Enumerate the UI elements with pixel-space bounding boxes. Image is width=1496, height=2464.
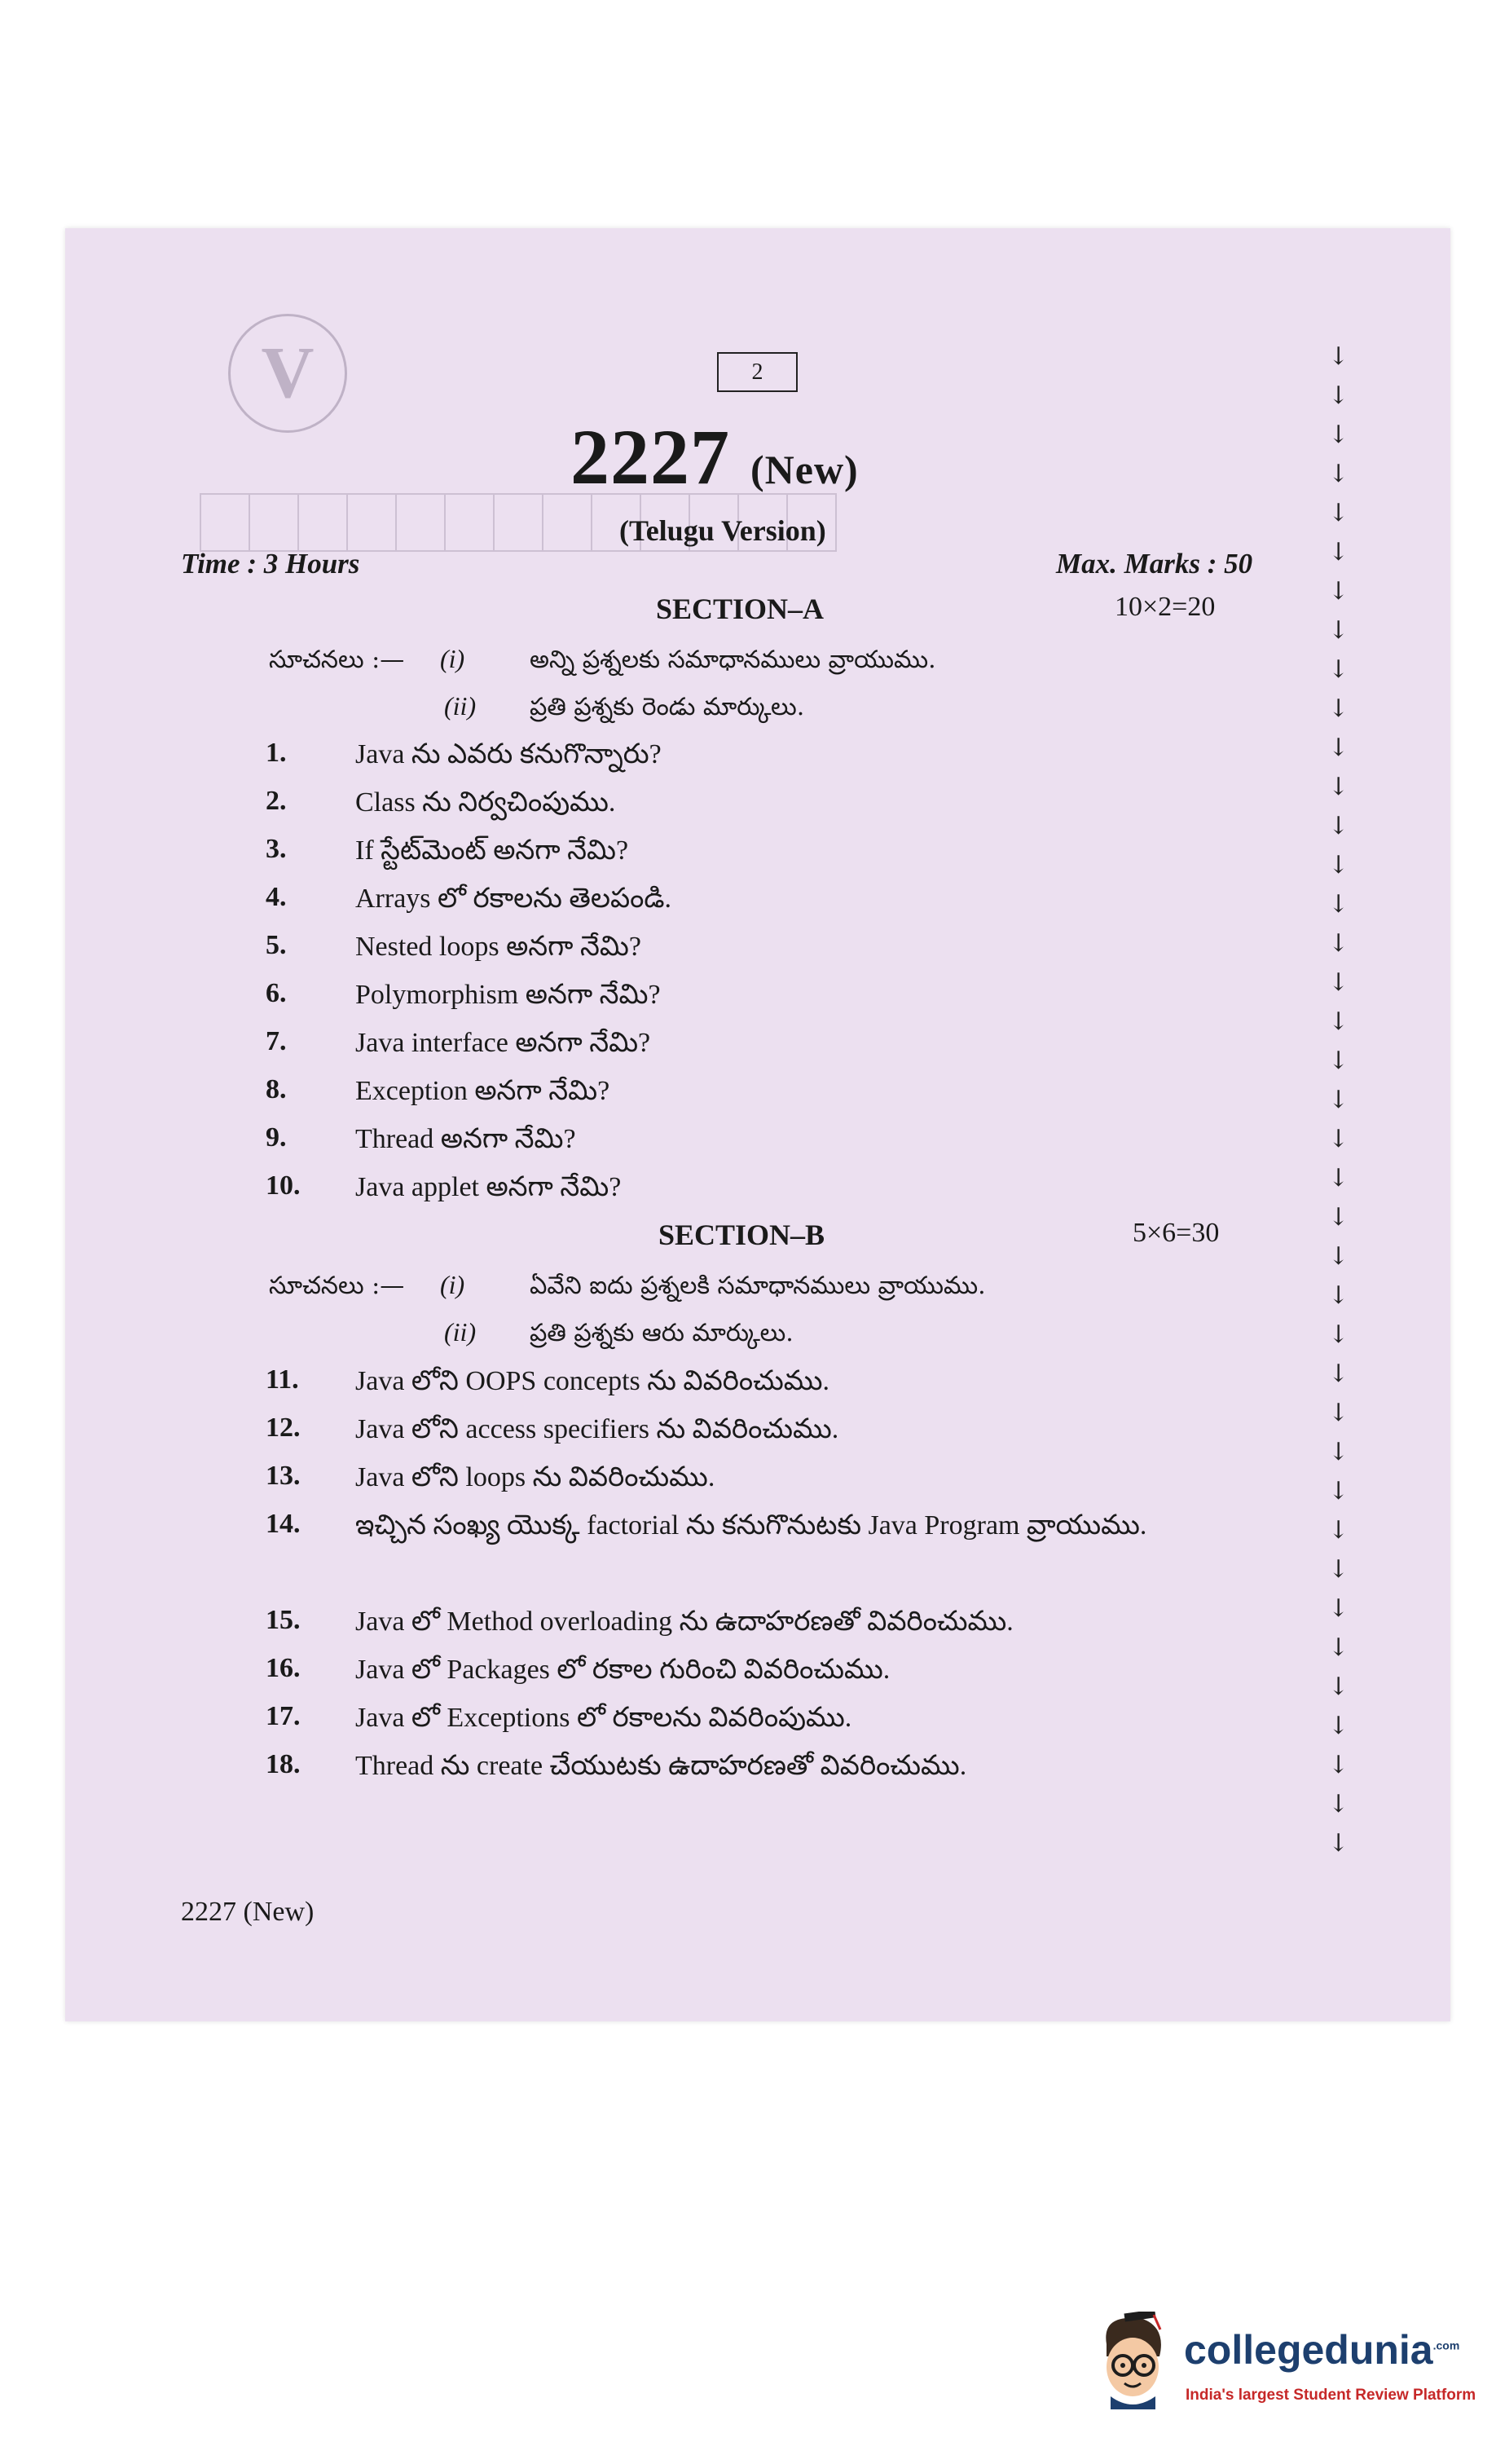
brand-tagline: India's largest Student Review Platform — [1186, 2387, 1476, 2404]
question-number: 13. — [266, 1461, 301, 1491]
question-text: Exception అనగా నేమి? — [355, 1076, 610, 1106]
question-number: 11. — [266, 1364, 299, 1395]
question-text: Thread అనగా నేమి? — [355, 1124, 576, 1154]
question-number: 18. — [266, 1749, 301, 1779]
section-a-marks: 10×2=20 — [1115, 592, 1216, 622]
question-text: Polymorphism అనగా నేమి? — [355, 980, 661, 1010]
brand-suffix: .com — [1432, 2338, 1460, 2352]
paper-code-number: 2227 — [570, 413, 730, 500]
question-number: 6. — [266, 978, 287, 1008]
question-text: If స్టేట్‌మెంట్ అనగా నేమి? — [355, 835, 629, 866]
paper-code — [570, 412, 859, 502]
question-number: 1. — [266, 738, 287, 768]
question-number: 15. — [266, 1605, 301, 1635]
question-text: ఇచ్చిన సంఖ్య యొక్క factorial ను కనుగొనుటకు Java Program వ్రాయుము. — [355, 1510, 1147, 1541]
roman-five-seal: V — [228, 314, 347, 433]
question-text: Nested loops అనగా నేమి? — [355, 932, 641, 962]
instruction-text: ప్రతి ప్రశ్నకు రెండు మార్కులు. — [530, 693, 805, 721]
brand-name — [1184, 2326, 1459, 2374]
instruction-num: (i) — [440, 644, 465, 673]
question-text: Java లో Method overloading ను ఉదాహరణతో వివరించుము. — [355, 1607, 1014, 1637]
section-b-title: SECTION–B — [658, 1219, 825, 1251]
margin-arrow-column: ↓ ↓ ↓ ↓ ↓ ↓ ↓ ↓ ↓ ↓ ↓ ↓ ↓ ↓ ↓ ↓ ↓ ↓ ↓ ↓ ↓ ↓ ↓ ↓ ↓ ↓ ↓ ↓ ↓ ↓ ↓ ↓ ↓ ↓ ↓ ↓ ↓ ↓ ↓ — [1328, 342, 1349, 1858]
page-number: 2 — [717, 352, 798, 392]
instruction-num: (ii) — [444, 1317, 477, 1347]
question-number: 14. — [266, 1509, 301, 1539]
question-text: Java ను ఎవరు కనుగొన్నారు? — [355, 739, 662, 769]
question-number: 16. — [266, 1653, 301, 1683]
question-text: Java interface అనగా నేమి? — [355, 1028, 651, 1058]
question-text: Java applet అనగా నేమి? — [355, 1172, 622, 1202]
question-number: 4. — [266, 882, 287, 912]
question-number: 12. — [266, 1413, 301, 1443]
question-text: Java లో Packages లో రకాల గురించి వివరించుము. — [355, 1655, 891, 1685]
question-number: 9. — [266, 1122, 287, 1153]
paper-code-suffix: (New) — [750, 447, 859, 492]
question-number: 2. — [266, 786, 287, 816]
footer-paper-code: 2227 (New) — [181, 1897, 315, 1927]
brand-name-text: collegedunia — [1184, 2327, 1433, 2373]
section-a-title: SECTION–A — [656, 593, 825, 625]
question-text: Java లోని OOPS concepts ను వివరించుము. — [355, 1366, 830, 1396]
question-number: 5. — [266, 930, 287, 960]
instruction-num: (ii) — [444, 691, 477, 721]
instruction-text: ప్రతి ప్రశ్నకు ఆరు మార్కులు. — [530, 1319, 794, 1347]
instruction-text: ఏవేని ఐదు ప్రశ్నలకి సమాధానములు వ్రాయుము. — [530, 1272, 986, 1300]
question-text: Java లోని access specifiers ను వివరించుము. — [355, 1414, 839, 1444]
question-text: Arrays లో రకాలను తెలపండి. — [355, 884, 672, 914]
question-text: Thread ను create చేయుటకు ఉదాహరణతో వివరించుము. — [355, 1751, 967, 1781]
question-number: 10. — [266, 1170, 301, 1201]
time-label: Time : 3 Hours — [181, 548, 360, 580]
question-number: 7. — [266, 1026, 287, 1056]
instruction-text: అన్ని ప్రశ్నలకు సమాధానములు వ్రాయుము. — [530, 646, 936, 674]
section-a-instruction-label: సూచనలు :— — [269, 646, 405, 674]
question-number: 3. — [266, 834, 287, 864]
max-marks-label: Max. Marks : 50 — [1056, 548, 1253, 580]
question-number: 8. — [266, 1074, 287, 1104]
collegedunia-logo — [1090, 2312, 1476, 2426]
instruction-num: (i) — [440, 1270, 465, 1299]
question-number: 17. — [266, 1701, 301, 1731]
question-text: Class ను నిర్వచింపుము. — [355, 787, 616, 818]
section-b-marks: 5×6=30 — [1133, 1218, 1220, 1248]
student-mascot-icon — [1090, 2312, 1172, 2409]
version-label: (Telugu Version) — [619, 514, 826, 547]
question-text: Java లోని loops ను వివరించుము. — [355, 1462, 715, 1492]
question-text: Java లో Exceptions లో రకాలను వివరింపుము. — [355, 1703, 852, 1733]
section-b-instruction-label: సూచనలు :— — [269, 1272, 405, 1300]
